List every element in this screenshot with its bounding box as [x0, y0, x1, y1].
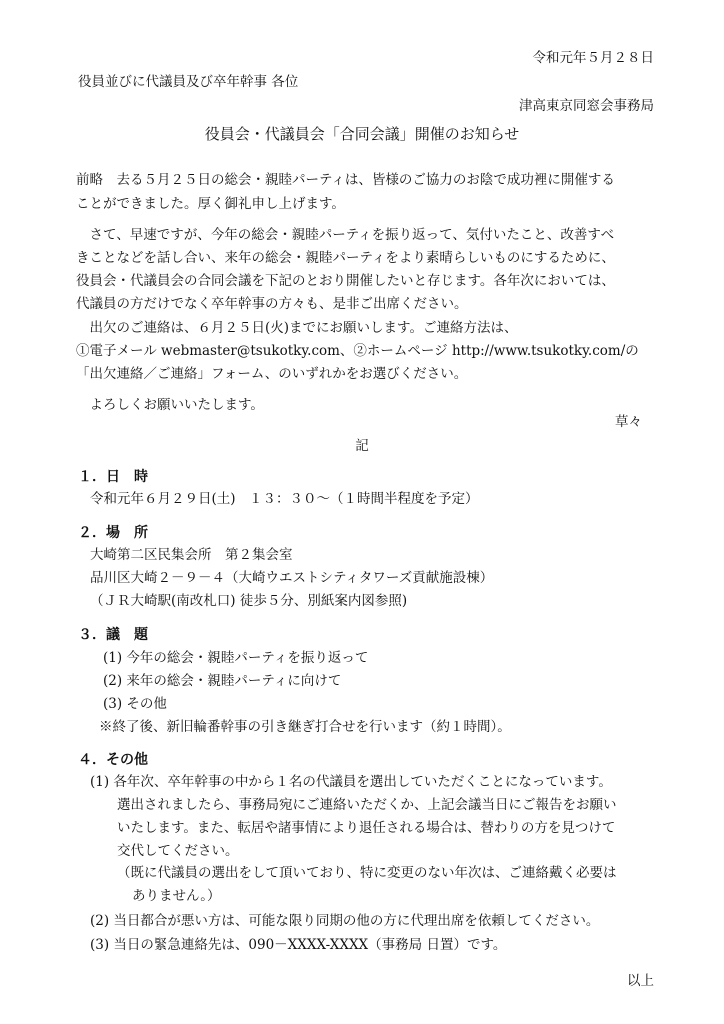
date: 令和元年５月２８日 — [532, 50, 654, 66]
section-heading-other: ４．その他 — [78, 752, 148, 768]
body-line: 「出欠連絡／ご連絡」フォーム、のいずれかをお選びください。 — [76, 366, 468, 382]
other-line: (1) 各年次、卒年幹事の中から１名の代議員を選出していただくことになっています。 — [90, 774, 612, 790]
body-line: よろしくお願いいたします。 — [76, 397, 264, 413]
body-line: 出欠のご連絡は、６月２５日(火)までにお願いします。ご連絡方法は、 — [76, 320, 518, 336]
closing-ijo: 以上 — [627, 973, 654, 989]
body-line: 役員会・代議員会の合同会議を下記のとおり開催したいと存じます。各年次においては、 — [76, 273, 615, 289]
other-line: （既に代議員の選出をして頂いており、特に変更のない年次は、ご連絡戴く必要は — [117, 865, 617, 881]
other-line: (2) 当日都合が悪い方は、可能な限り同期の他の方に代理出席を依頼してください。 — [90, 913, 600, 929]
agenda-item: (2) 来年の総会・親睦パーティに向けて — [103, 673, 342, 689]
body-line: きことなどを話し合い、来年の総会・親睦パーティをより素晴らしいものにするために、 — [76, 250, 615, 266]
closing-sousou: 草々 — [615, 414, 642, 430]
body-line: ①電子メール webmaster@tsukotky.com、②ホームページ http://www.tsukotky.com/の — [76, 343, 639, 359]
agenda-item: (1) 今年の総会・親睦パーティを振り返って — [103, 650, 369, 666]
recipients: 役員並びに代議員及び卒年幹事 各位 — [78, 74, 299, 90]
page-title: 役員会・代議員会「合同会議」開催のお知らせ — [204, 125, 520, 143]
place-line: 大崎第二区民集会所 第２集会室 — [90, 547, 293, 563]
body-line: ことができました。厚く御礼申し上げます。 — [76, 196, 345, 212]
place-line: （ＪＲ大崎駅(南改札口) 徒歩５分、別紙案内図参照) — [90, 593, 408, 609]
other-line: いたします。また、転居や諸事情により退任される場合は、替わりの方を見つけて — [117, 820, 616, 836]
body-line: さて、早速ですが、今年の総会・親睦パーティを振り返って、気付いたこと、改善すべ — [76, 227, 615, 243]
body-line: 前略 去る５月２５日の総会・親睦パーティは、皆様のご協力のお陰で成功裡に開催する — [76, 172, 615, 188]
datetime-line: 令和元年６月２９日(土) １３：３０～（１時間半程度を予定） — [90, 491, 479, 507]
section-heading-datetime: １．日 時 — [78, 469, 148, 485]
other-line: 選出されましたら、事務局宛にご連絡いただくか、上記会議当日にご報告をお願い — [117, 797, 617, 813]
sender: 津高東京同窓会事務局 — [519, 98, 654, 114]
place-line: 品川区大崎２－９－４（大崎ウエストシティタワーズ貢献施設棟） — [90, 570, 494, 586]
body-line: 代議員の方だけでなく卒年幹事の方々も、是非ご出席ください。 — [76, 296, 468, 312]
agenda-item: (3) その他 — [103, 696, 167, 712]
agenda-note: ※終了後、新旧輪番幹事の引き継ぎ打合せを行います（約１時間）。 — [99, 719, 511, 735]
ki-marker: 記 — [355, 438, 369, 454]
other-line: 交代してください。 — [117, 843, 239, 859]
other-line: (3) 当日の緊急連絡先は、090－XXXX-XXXX（事務局 日置）です。 — [90, 937, 507, 953]
other-line: ありません。） — [132, 888, 221, 904]
section-heading-place: ２．場 所 — [78, 525, 148, 541]
section-heading-agenda: ３．議 題 — [78, 627, 148, 643]
